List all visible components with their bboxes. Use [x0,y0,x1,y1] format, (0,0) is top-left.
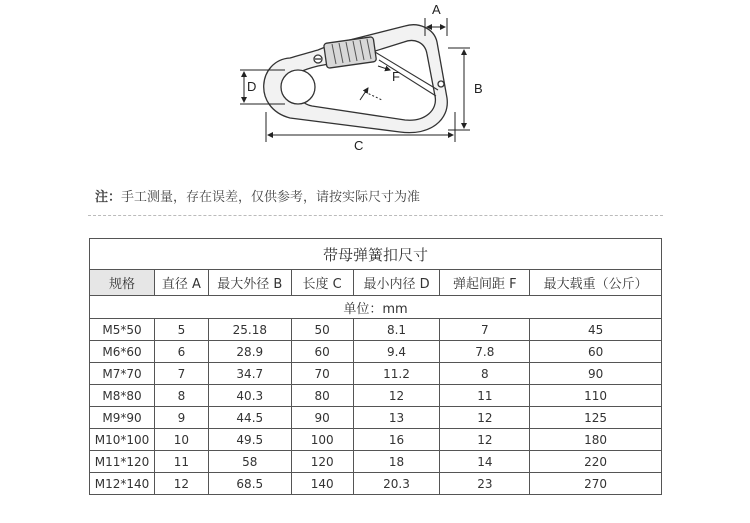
table-cell: M7*70 [90,363,155,385]
header-diameter-a: 直径 A [154,270,208,296]
table-cell: 11 [440,385,530,407]
table-cell: 90 [530,363,662,385]
header-max-load: 最大载重（公斤） [530,270,662,296]
table-cell: 8.1 [353,319,440,341]
note-label: 注： [95,190,122,205]
table-cell: 90 [291,407,353,429]
table-cell: 13 [353,407,440,429]
table-cell: 49.5 [208,429,291,451]
dimension-label-d: D [247,79,257,94]
table-cell: 140 [291,473,353,495]
table-cell: 270 [530,473,662,495]
table-cell: 34.7 [208,363,291,385]
table-row [90,407,662,429]
dashed-divider [88,215,663,216]
table-row [90,341,662,363]
table-cell: 23 [440,473,530,495]
measurement-note [95,186,420,205]
table-cell: M12*140 [90,473,155,495]
header-spec: 规格 [90,270,155,296]
table-cell: 120 [291,451,353,473]
table-cell: 5 [154,319,208,341]
table-cell: 12 [353,385,440,407]
table-cell: 50 [291,319,353,341]
table-cell: M10*100 [90,429,155,451]
spec-table [89,238,662,495]
table-cell: 9.4 [353,341,440,363]
table-cell: 7 [154,363,208,385]
table-cell: M9*90 [90,407,155,429]
table-cell: 70 [291,363,353,385]
table-cell: 110 [530,385,662,407]
carabiner-dimension-diagram [0,0,750,175]
table-row [90,429,662,451]
table-cell: 40.3 [208,385,291,407]
table-cell: 12 [440,429,530,451]
table-cell: 125 [530,407,662,429]
table-cell: 9 [154,407,208,429]
table-cell: 100 [291,429,353,451]
table-title: 带母弹簧扣尺寸 [90,239,662,270]
carabiner-drawing [264,25,448,133]
table-cell: 12 [154,473,208,495]
table-cell: 7.8 [440,341,530,363]
table-cell: 25.18 [208,319,291,341]
table-cell: 11.2 [353,363,440,385]
header-length-c: 长度 C [291,270,353,296]
table-cell: 10 [154,429,208,451]
table-cell: 180 [530,429,662,451]
header-max-outer-b: 最大外径 B [208,270,291,296]
table-header-row [90,270,662,296]
table-cell: 11 [154,451,208,473]
table-cell: M8*80 [90,385,155,407]
table-row [90,385,662,407]
table-cell: 8 [154,385,208,407]
table-cell: 16 [353,429,440,451]
dimension-label-a: A [432,2,441,17]
table-cell: 14 [440,451,530,473]
table-cell: M6*60 [90,341,155,363]
table-row [90,363,662,385]
table-cell: 7 [440,319,530,341]
table-cell: 68.5 [208,473,291,495]
table-unit: 单位：mm [90,296,662,319]
table-row [90,319,662,341]
table-cell: 12 [440,407,530,429]
header-gap-f: 弹起间距 F [440,270,530,296]
table-cell: 60 [530,341,662,363]
table-cell: 45 [530,319,662,341]
table-cell: 6 [154,341,208,363]
dimension-label-b: B [474,81,483,96]
table-cell: 44.5 [208,407,291,429]
table-cell: 220 [530,451,662,473]
table-cell: 28.9 [208,341,291,363]
dimension-label-f: F [392,69,400,84]
table-cell: 8 [440,363,530,385]
table-row [90,451,662,473]
table-cell: 60 [291,341,353,363]
table-cell: 18 [353,451,440,473]
note-text: 手工测量，存在误差，仅供参考，请按实际尺寸为准 [121,190,421,205]
header-min-inner-d: 最小内径 D [353,270,440,296]
table-row [90,473,662,495]
table-cell: M11*120 [90,451,155,473]
table-cell: M5*50 [90,319,155,341]
table-cell: 58 [208,451,291,473]
dimension-label-c: C [354,138,364,153]
table-cell: 20.3 [353,473,440,495]
table-cell: 80 [291,385,353,407]
